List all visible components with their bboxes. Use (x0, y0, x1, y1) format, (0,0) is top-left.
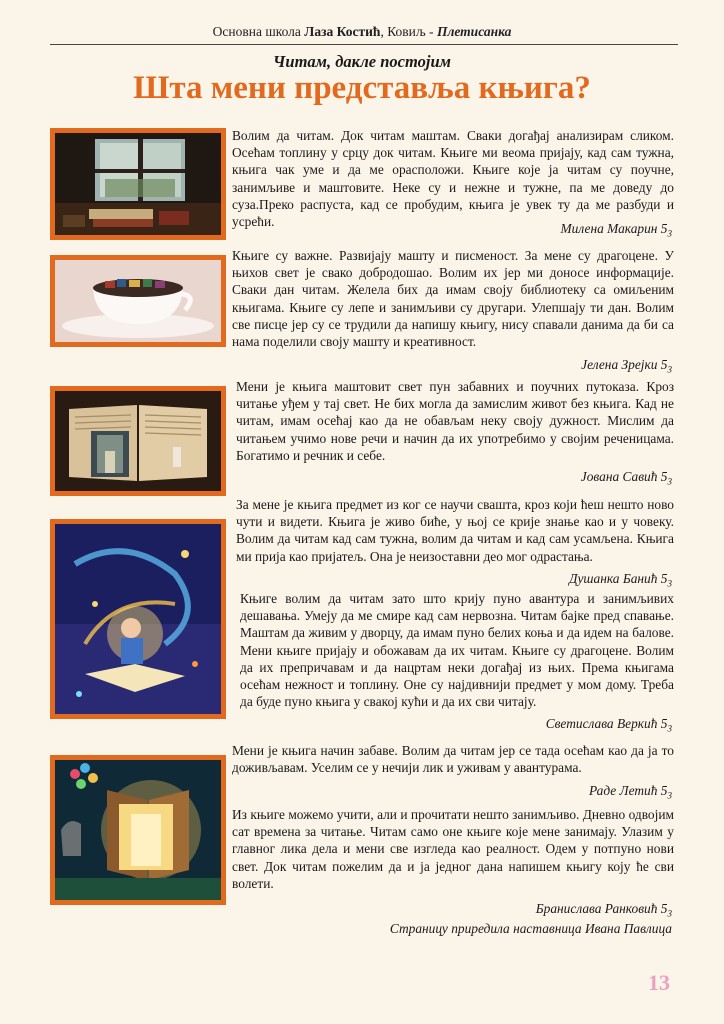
page-number: 13 (648, 970, 670, 995)
header-rule (50, 44, 678, 45)
entry-author-5: Светислава Веркић $5_3$ (545, 716, 672, 734)
entry-text-5: Књиге волим да читам зато што крију пуно авантура и занимљивих дешавања. Умеју да ме смире кад сам нервозна. Читам бајке пред спавање. Маштам да живим у дворцу, да имам пуно белих коња и да идем на балове. Мени књиге пријају и обожавам да их читам. Књиге су драгоцене. Волим да их препричавам и да нацртам неки догађај из њих. Према књигама осећам нежност и топлину. Оне су најдивнији предмет у мом дому. Треба да буде пуно књига у свакој кући и да их сви читају. (240, 591, 674, 710)
entry-author-3: Јована Савић $5_3$ (580, 469, 672, 487)
entry-author-2: Јелена Зрејки $5_3$ (581, 357, 672, 375)
school-prefix: Основна школа (212, 24, 301, 39)
kicker: Читам, дакле постојим (273, 52, 451, 71)
school-name: Лаза Костић (304, 24, 381, 39)
entry-author-7: Бранислава Ранковић $5_3$ (535, 901, 672, 919)
entry-author-1: Милена Макарин $5_3$ (560, 221, 672, 239)
page-credit: Страницу приредила наставница Ивана Павлица (389, 921, 672, 936)
entry-text-7: Из књиге можемо учити, али и прочитати нешто занимљиво. Дневно одвојим сат времена за читање. Читам само оне књиге које мене занимају. Улазим у главног лика дела и мени све изгледа као реалност. Одем у потпуно нови свет. Док читам пожелим да и ја једног дана напишем књигу коју ће сви волети. (232, 807, 674, 891)
entry-text-2: Књиге су важне. Развијају машту и писменост. За мене су драгоцене. У њихов свет је свако добродошао. Волим их јер ми доносе информације. Сваки дан читам. Желела бих да имам своју библиотеку са омиљеним књигама. Књиге су лепе и занимљиви су другари. Улепшају ти дан. Волим све писце јер су се трудили да напишу књигу, нису спавали данима да би са нама поделили своју машту и креативност. (232, 248, 674, 350)
photo-glowing-book (50, 755, 226, 905)
entry-author-4: Душанка Банић $5_3$ (568, 571, 672, 589)
magazine-name: Плетисанка (436, 24, 512, 39)
entry-text-4: За мене је књига предмет из ког се научи свашта, кроз који ћеш нешто ново чути и видети. Књига је живо биће, у њој се крије знање као и у човеку. Волим да читам кад сам тужна, волим да читам и кад сам усамљена. Књига ми прија као пријатељ. Она је неизоставни део мог одрастања. (236, 497, 674, 564)
photo-open-book-street (50, 386, 226, 496)
photo-fantasy-reader (50, 519, 226, 719)
photo-window-books (50, 128, 226, 240)
page-title: Шта мени представља књига? (133, 70, 591, 106)
page-header (50, 24, 674, 40)
entry-text-1: Волим да читам. Док читам маштам. Сваки догађај анализирам сликом. Осећам топлину у срцу док читам. Књиге ми веома пријају, кад сам тужна, књига чак уме и да ме орасположи. Књиге које ја читам су поучне, занимљиве и маштовите. Неке су и нежне и тужне, па ме доведу до суза.Преко распуста, кад се пробудим, књига је увек ту да ме разбуди и усрећи. (232, 128, 674, 230)
entry-text-6: Мени је књига начин забаве. Волим да читам јер се тада осећам као да ја то доживљавам. Уселим се у нечији лик и уживам у авантурама. (232, 743, 674, 776)
entry-author-6: Раде Летић $5_3$ (588, 783, 672, 801)
school-location: , Ковиљ - (380, 24, 437, 39)
entry-text-3: Мени је књига маштовит свет пун забавних и поучних путоказа. Кроз читање уђем у тај свет. Не бих могла да замислим живот без књига. Кад не читам, имам осећај као да не обављам неку своју дужност. Мислим да читањем учимо нове речи и начин да их употребимо у својим реченицама. Богатимо и речник и себе. (236, 379, 674, 463)
photo-teacup-books (50, 255, 226, 347)
